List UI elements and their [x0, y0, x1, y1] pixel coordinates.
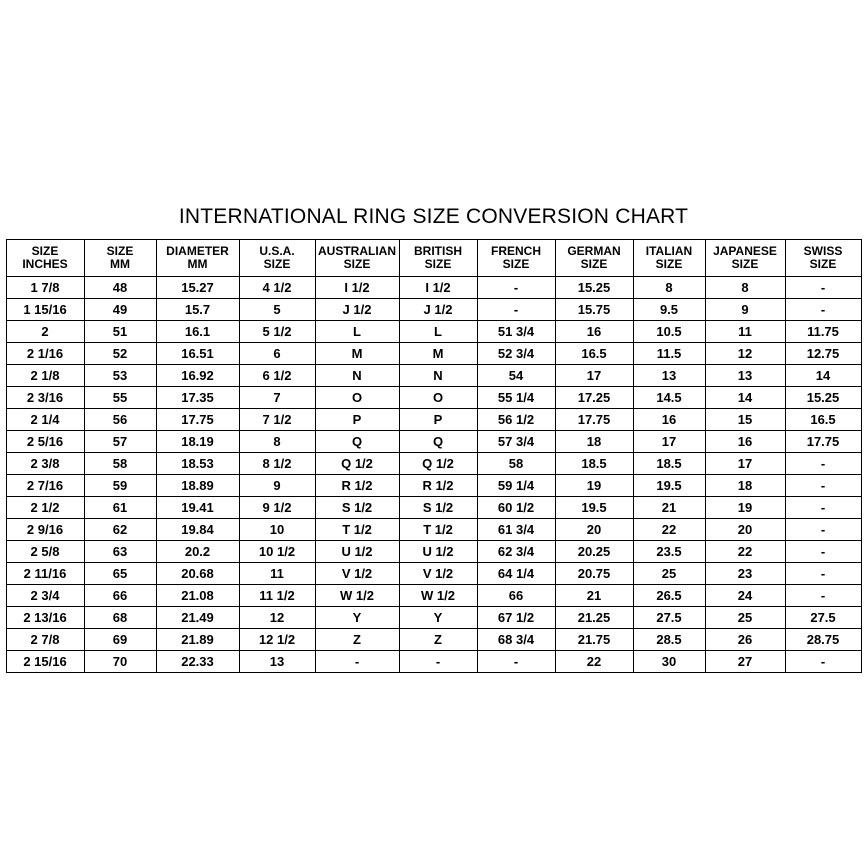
header-line-1: SIZE [106, 244, 134, 259]
table-cell: 2 [6, 321, 84, 343]
table-cell: R 1/2 [315, 475, 399, 497]
table-cell: J 1/2 [399, 299, 477, 321]
table-cell: 53 [84, 365, 156, 387]
table-cell: 66 [477, 585, 555, 607]
table-cell: 65 [84, 563, 156, 585]
table-cell: Q [315, 431, 399, 453]
column-header-japanese-size [705, 240, 785, 277]
table-cell: 17.75 [156, 409, 239, 431]
chart-title: INTERNATIONAL RING SIZE CONVERSION CHART [178, 205, 689, 228]
table-row [6, 343, 861, 365]
column-header-australian-size [315, 240, 399, 277]
table-cell: 12 1/2 [239, 629, 315, 651]
table-cell: 14 [785, 365, 861, 387]
table-cell: 19.41 [156, 497, 239, 519]
table-cell: 68 3/4 [477, 629, 555, 651]
table-cell: 69 [84, 629, 156, 651]
table-cell: 51 3/4 [477, 321, 555, 343]
table-cell: 15.25 [785, 387, 861, 409]
table-cell: 57 [84, 431, 156, 453]
table-cell: 19.5 [555, 497, 633, 519]
table-cell: 5 [239, 299, 315, 321]
table-cell: Z [399, 629, 477, 651]
header-line-2: SIZE [424, 257, 452, 271]
table-cell: 15.25 [555, 277, 633, 299]
table-cell: Q 1/2 [315, 453, 399, 475]
table-cell: 11 1/2 [239, 585, 315, 607]
table-cell: 49 [84, 299, 156, 321]
table-cell: 18 [705, 475, 785, 497]
table-cell: 62 [84, 519, 156, 541]
table-cell: 16.1 [156, 321, 239, 343]
table-cell: I 1/2 [399, 277, 477, 299]
table-cell: 63 [84, 541, 156, 563]
table-cell: 6 1/2 [239, 365, 315, 387]
table-cell: 20.2 [156, 541, 239, 563]
table-cell: 59 [84, 475, 156, 497]
table-cell: U 1/2 [315, 541, 399, 563]
table-cell: 16.5 [785, 409, 861, 431]
table-cell: 23 [705, 563, 785, 585]
table-cell: 52 [84, 343, 156, 365]
table-cell: N [315, 365, 399, 387]
header-line-2: SIZE [502, 257, 530, 271]
table-cell: N [399, 365, 477, 387]
column-header-italian-size [633, 240, 705, 277]
table-cell: Y [315, 607, 399, 629]
table-cell: 5 1/2 [239, 321, 315, 343]
table-cell: 2 5/16 [6, 431, 84, 453]
table-cell: 55 [84, 387, 156, 409]
table-cell: 25 [633, 563, 705, 585]
table-cell: L [315, 321, 399, 343]
table-cell: M [399, 343, 477, 365]
table-row [6, 299, 861, 321]
table-cell: 56 [84, 409, 156, 431]
table-cell: 1 7/8 [6, 277, 84, 299]
table-cell: 2 13/16 [6, 607, 84, 629]
table-cell: 21.25 [555, 607, 633, 629]
table-cell: 9.5 [633, 299, 705, 321]
header-line-1: U.S.A. [259, 244, 295, 259]
table-cell: 16.92 [156, 365, 239, 387]
table-cell: 20 [705, 519, 785, 541]
table-row [6, 277, 861, 299]
table-cell: W 1/2 [315, 585, 399, 607]
table-cell: - [399, 651, 477, 673]
table-cell: 66 [84, 585, 156, 607]
table-cell: 2 1/8 [6, 365, 84, 387]
table-cell: 26.5 [633, 585, 705, 607]
table-cell: 64 1/4 [477, 563, 555, 585]
table-cell: 67 1/2 [477, 607, 555, 629]
table-cell: 22 [705, 541, 785, 563]
table-cell: 17.75 [555, 409, 633, 431]
table-cell: - [315, 651, 399, 673]
table-cell: 18 [555, 431, 633, 453]
table-cell: 21.49 [156, 607, 239, 629]
table-cell: 1 15/16 [6, 299, 84, 321]
table-cell: 2 15/16 [6, 651, 84, 673]
table-cell: 18.89 [156, 475, 239, 497]
table-cell: Z [315, 629, 399, 651]
table-cell: T 1/2 [399, 519, 477, 541]
table-cell: 21.08 [156, 585, 239, 607]
table-row [6, 365, 861, 387]
table-cell: 9 [705, 299, 785, 321]
column-header-french-size [477, 240, 555, 277]
table-cell: 51 [84, 321, 156, 343]
table-cell: 2 7/8 [6, 629, 84, 651]
column-header-diameter-mm [156, 240, 239, 277]
table-cell: S 1/2 [315, 497, 399, 519]
table-cell: 21.75 [555, 629, 633, 651]
table-cell: 19.5 [633, 475, 705, 497]
table-cell: 18.19 [156, 431, 239, 453]
table-row [6, 497, 861, 519]
table-cell: 12.75 [785, 343, 861, 365]
table-row [6, 585, 861, 607]
header-line-2: INCHES [22, 257, 68, 271]
table-cell: L [399, 321, 477, 343]
table-cell: 59 1/4 [477, 475, 555, 497]
header-line-2: SIZE [731, 257, 759, 271]
table-cell: 2 1/16 [6, 343, 84, 365]
table-cell: 9 [239, 475, 315, 497]
table-cell: 2 3/16 [6, 387, 84, 409]
table-cell: 60 1/2 [477, 497, 555, 519]
table-row [6, 409, 861, 431]
table-cell: - [785, 497, 861, 519]
header-line-1: ITALIAN [645, 244, 693, 259]
table-cell: 2 3/8 [6, 453, 84, 475]
table-cell: 11 [705, 321, 785, 343]
table-cell: Y [399, 607, 477, 629]
table-cell: 68 [84, 607, 156, 629]
table-cell: P [399, 409, 477, 431]
table-cell: 16.51 [156, 343, 239, 365]
table-row [6, 541, 861, 563]
table-cell: P [315, 409, 399, 431]
table-cell: 27.5 [633, 607, 705, 629]
table-cell: 52 3/4 [477, 343, 555, 365]
table-cell: 2 1/2 [6, 497, 84, 519]
header-line-2: SIZE [263, 257, 291, 271]
table-cell: - [785, 563, 861, 585]
table-cell: T 1/2 [315, 519, 399, 541]
table-cell: 30 [633, 651, 705, 673]
table-cell: 2 1/4 [6, 409, 84, 431]
column-header-size-inches [6, 240, 84, 277]
table-cell: 2 3/4 [6, 585, 84, 607]
header-line-2: MM [187, 257, 208, 271]
table-cell: J 1/2 [315, 299, 399, 321]
table-cell: 9 1/2 [239, 497, 315, 519]
table-row [6, 475, 861, 497]
table-cell: 8 [633, 277, 705, 299]
table-cell: 2 7/16 [6, 475, 84, 497]
table-cell: 14 [705, 387, 785, 409]
table-cell: 58 [477, 453, 555, 475]
table-cell: 19.84 [156, 519, 239, 541]
table-cell: 70 [84, 651, 156, 673]
table-cell: 17 [555, 365, 633, 387]
table-cell: 27 [705, 651, 785, 673]
table-cell: 58 [84, 453, 156, 475]
table-cell: 18.53 [156, 453, 239, 475]
table-cell: 22.33 [156, 651, 239, 673]
header-line-1: JAPANESE [713, 244, 777, 259]
table-row [6, 431, 861, 453]
table-cell: - [785, 585, 861, 607]
table-cell: 61 [84, 497, 156, 519]
table-cell: 16 [555, 321, 633, 343]
column-header-swiss-size [785, 240, 861, 277]
table-row [6, 629, 861, 651]
table-cell: 15.27 [156, 277, 239, 299]
table-cell: 56 1/2 [477, 409, 555, 431]
table-cell: 11.75 [785, 321, 861, 343]
table-cell: 17.35 [156, 387, 239, 409]
table-cell: 28.75 [785, 629, 861, 651]
table-cell: I 1/2 [315, 277, 399, 299]
table-cell: 21.89 [156, 629, 239, 651]
table-cell: 25 [705, 607, 785, 629]
header-line-1: DIAMETER [166, 244, 229, 259]
table-cell: 6 [239, 343, 315, 365]
table-cell: R 1/2 [399, 475, 477, 497]
table-cell: 22 [555, 651, 633, 673]
table-cell: O [315, 387, 399, 409]
table-cell: 19 [555, 475, 633, 497]
table-cell: 7 [239, 387, 315, 409]
table-cell: Q 1/2 [399, 453, 477, 475]
table-cell: 57 3/4 [477, 431, 555, 453]
table-cell: 48 [84, 277, 156, 299]
table-cell: 11.5 [633, 343, 705, 365]
column-header-german-size [555, 240, 633, 277]
table-cell: 17 [633, 431, 705, 453]
table-cell: 22 [633, 519, 705, 541]
header-line-1: SWISS [803, 244, 843, 259]
table-cell: 16 [705, 431, 785, 453]
table-cell: 17.25 [555, 387, 633, 409]
table-cell: 8 [239, 431, 315, 453]
table-cell: - [785, 651, 861, 673]
table-row [6, 321, 861, 343]
header-row [6, 240, 861, 277]
table-cell: 55 1/4 [477, 387, 555, 409]
header-line-1: BRITISH [414, 244, 462, 259]
table-cell: M [315, 343, 399, 365]
table-cell: 2 5/8 [6, 541, 84, 563]
header-line-1: AUSTRALIAN [318, 244, 396, 259]
table-cell: 14.5 [633, 387, 705, 409]
table-cell: 13 [705, 365, 785, 387]
table-cell: 4 1/2 [239, 277, 315, 299]
table-cell: - [785, 277, 861, 299]
table-cell: 11 [239, 563, 315, 585]
table-cell: 2 9/16 [6, 519, 84, 541]
header-line-1: FRENCH [491, 244, 541, 259]
header-line-2: SIZE [655, 257, 683, 271]
table-cell: 20.75 [555, 563, 633, 585]
table-cell: 10 [239, 519, 315, 541]
table-cell: 15.75 [555, 299, 633, 321]
table-cell: 20.68 [156, 563, 239, 585]
header-line-2: MM [110, 257, 130, 271]
table-cell: U 1/2 [399, 541, 477, 563]
header-line-2: SIZE [809, 257, 837, 271]
table-body [6, 277, 861, 673]
table-cell: 17.75 [785, 431, 861, 453]
table-cell: 17 [705, 453, 785, 475]
table-cell: 16 [633, 409, 705, 431]
table-cell: - [477, 299, 555, 321]
table-cell: 27.5 [785, 607, 861, 629]
ring-size-chart [0, 205, 867, 673]
table-row [6, 453, 861, 475]
table-cell: 15.7 [156, 299, 239, 321]
table-cell: S 1/2 [399, 497, 477, 519]
table-row [6, 387, 861, 409]
table-cell: W 1/2 [399, 585, 477, 607]
table-cell: 19 [705, 497, 785, 519]
table-cell: 21 [633, 497, 705, 519]
header-line-1: SIZE [31, 244, 59, 259]
table-cell: - [785, 519, 861, 541]
table-cell: 12 [239, 607, 315, 629]
table-cell: 20 [555, 519, 633, 541]
table-cell: 20.25 [555, 541, 633, 563]
table-cell: 12 [705, 343, 785, 365]
table-cell: 15 [705, 409, 785, 431]
table-cell: O [399, 387, 477, 409]
table-cell: 18.5 [633, 453, 705, 475]
table-cell: 10.5 [633, 321, 705, 343]
table-cell: - [785, 475, 861, 497]
table-cell: 7 1/2 [239, 409, 315, 431]
header-line-1: GERMAN [567, 244, 621, 259]
table-cell: 13 [239, 651, 315, 673]
column-header-size-mm [84, 240, 156, 277]
table-cell: 10 1/2 [239, 541, 315, 563]
table-cell: - [785, 299, 861, 321]
table-row [6, 563, 861, 585]
table-cell: 2 11/16 [6, 563, 84, 585]
table-cell: - [785, 453, 861, 475]
table-cell: 26 [705, 629, 785, 651]
header-line-2: SIZE [580, 257, 608, 271]
table-header [6, 240, 861, 277]
table-cell: - [785, 541, 861, 563]
table-cell: 16.5 [555, 343, 633, 365]
table-cell: - [477, 277, 555, 299]
table-cell: 8 [705, 277, 785, 299]
column-header-british-size [399, 240, 477, 277]
table-row [6, 519, 861, 541]
column-header-usa-size [239, 240, 315, 277]
table-cell: 21 [555, 585, 633, 607]
table-row [6, 607, 861, 629]
table-cell: V 1/2 [399, 563, 477, 585]
table-cell: 28.5 [633, 629, 705, 651]
table-cell: 61 3/4 [477, 519, 555, 541]
table-cell: 13 [633, 365, 705, 387]
table-cell: 24 [705, 585, 785, 607]
table-cell: 54 [477, 365, 555, 387]
table-cell: 18.5 [555, 453, 633, 475]
conversion-table [6, 239, 862, 673]
table-cell: 8 1/2 [239, 453, 315, 475]
table-cell: Q [399, 431, 477, 453]
header-line-2: SIZE [343, 257, 371, 271]
table-row [6, 651, 861, 673]
table-cell: - [477, 651, 555, 673]
table-cell: 23.5 [633, 541, 705, 563]
table-cell: V 1/2 [315, 563, 399, 585]
table-cell: 62 3/4 [477, 541, 555, 563]
